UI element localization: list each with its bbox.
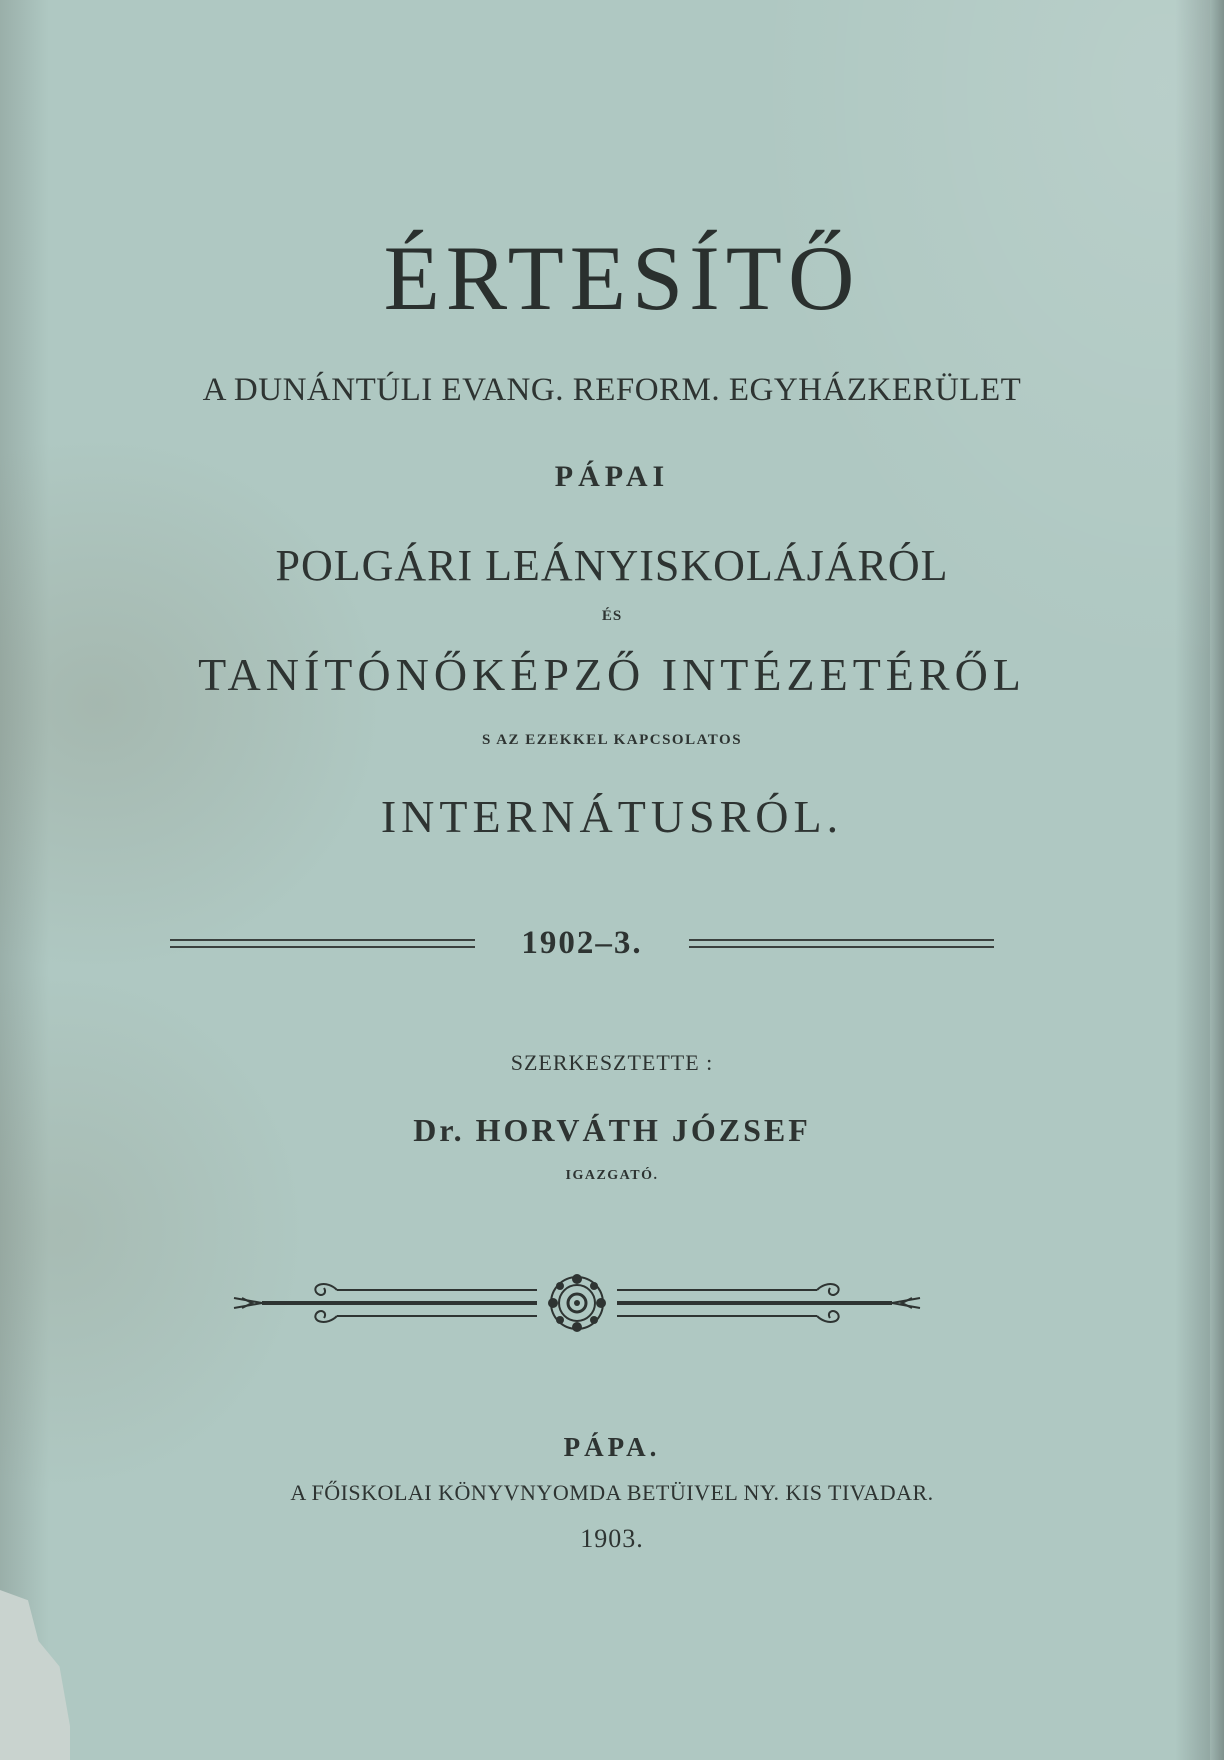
editor-name: Dr. HORVÁTH JÓZSEF	[413, 1112, 811, 1148]
ornament-divider-icon	[232, 1270, 922, 1340]
torn-corner	[0, 1590, 70, 1760]
institute-name: TANÍTÓNŐKÉPZŐ INTÉZETÉRŐL	[198, 649, 1026, 700]
related-line: S AZ EZEKKEL KAPCSOLATOS	[481, 732, 743, 748]
conjunction: ÉS	[601, 608, 623, 624]
publication-city: PÁPA.	[563, 1432, 661, 1462]
cover-subtitle: A DUNÁNTÚLI EVANG. REFORM. EGYHÁZKERÜLET	[202, 372, 1022, 408]
school-name: POLGÁRI LEÁNYISKOLÁJÁRÓL	[275, 541, 949, 590]
publication-year: 1903.	[580, 1524, 644, 1553]
cover-title: ÉRTESÍTŐ	[383, 227, 861, 329]
school-year: 1902–3.	[521, 925, 643, 961]
boarding-name: INTERNÁTUSRÓL.	[380, 791, 844, 842]
editor-role: IGAZGATÓ.	[565, 1168, 659, 1183]
town-adjective: PÁPAI	[554, 460, 670, 493]
printer-line: A FŐISKOLAI KÖNYVNYOMDA BETÜIVEL NY. KIS TIVADAR.	[290, 1480, 934, 1505]
editor-label: SZERKESZTETTE :	[510, 1050, 714, 1075]
school-year-row	[170, 925, 994, 965]
double-rule-right	[689, 939, 994, 948]
